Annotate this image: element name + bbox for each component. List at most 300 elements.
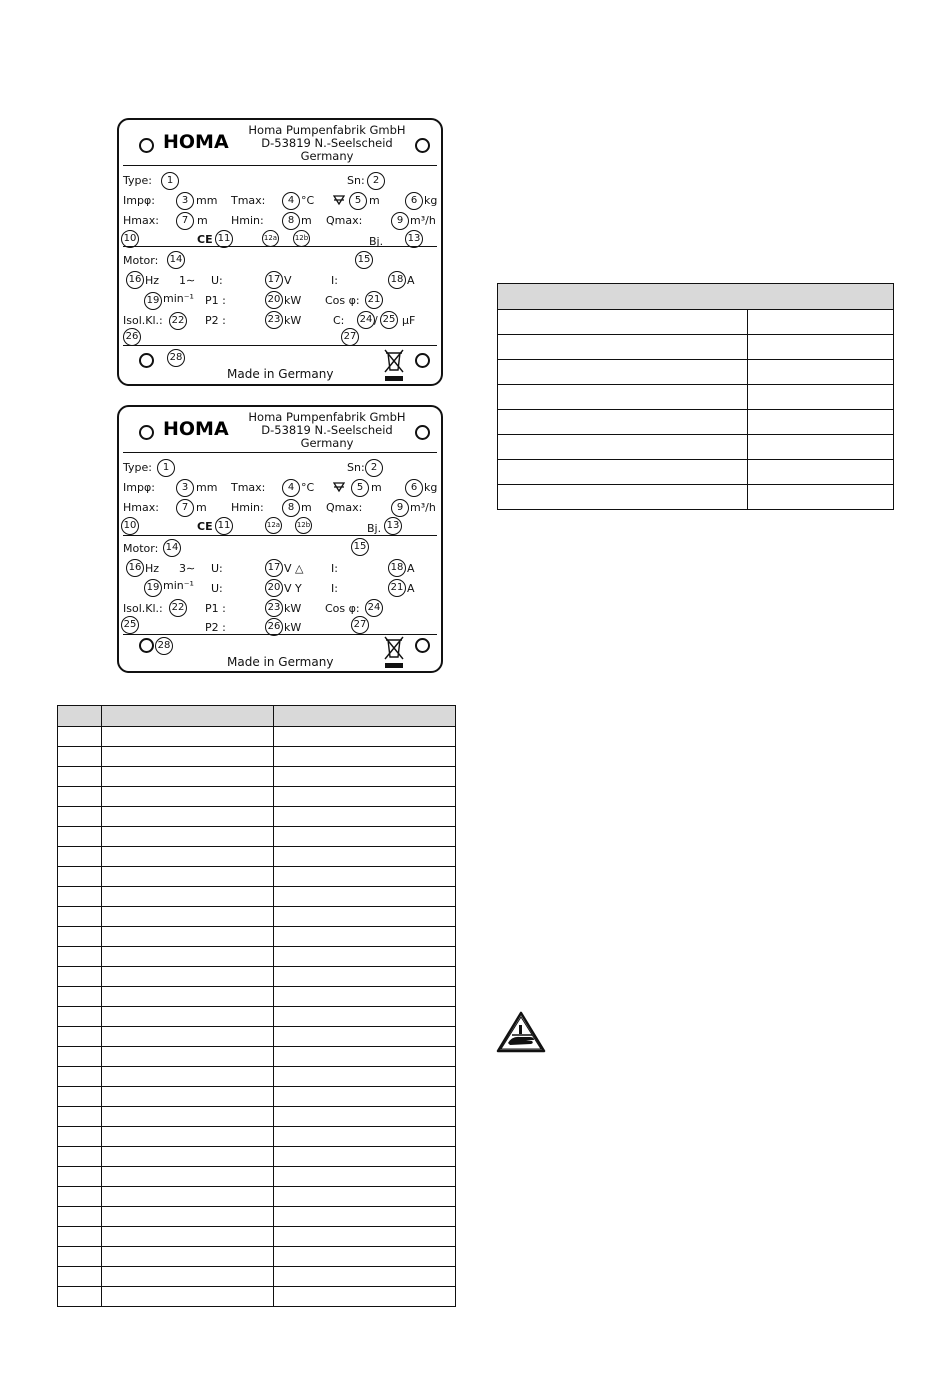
table-cell (274, 907, 456, 927)
callout-number: 21 (388, 579, 406, 597)
unit: min⁻¹ (163, 292, 194, 305)
table-row (58, 1227, 456, 1247)
table-cell (58, 1047, 102, 1067)
unit: mm (196, 481, 218, 494)
table-row (58, 1247, 456, 1267)
callout-number: 7 (176, 212, 194, 230)
table-cell (274, 1027, 456, 1047)
p1-label: P1 : (205, 602, 226, 615)
callout-number: 19 (144, 579, 162, 597)
table-cell (274, 827, 456, 847)
qmax-label: Qmax: (326, 214, 363, 227)
table-row (58, 907, 456, 927)
table-row (498, 385, 894, 410)
callout-number: 3 (176, 192, 194, 210)
callout-number: 4 (282, 479, 300, 497)
table-cell (102, 807, 274, 827)
motor-label: Motor: (123, 254, 159, 267)
table-row (58, 827, 456, 847)
unit: μF (402, 314, 416, 327)
homa-logo (163, 418, 235, 438)
unit: m³/h (410, 214, 436, 227)
table-cell (58, 1187, 102, 1207)
unit: min⁻¹ (163, 579, 194, 592)
mounting-hole (415, 138, 430, 153)
unit: m³/h (410, 501, 436, 514)
table-cell (274, 1167, 456, 1187)
maker-line: D-53819 N.-Seelscheid (261, 423, 393, 437)
table-cell (274, 807, 456, 827)
bj-label: Bj. (369, 235, 384, 248)
unit: A (407, 582, 415, 595)
table-cell (102, 1247, 274, 1267)
manufacturer-address (239, 124, 415, 163)
callout-number: 24 (357, 311, 375, 329)
callout-number: 2 (365, 459, 383, 477)
callout-number: 16 (126, 559, 144, 577)
u-label: U: (211, 562, 223, 575)
callout-number: 15 (355, 251, 373, 269)
callout-number: 17 (265, 271, 283, 289)
svg-text:HOMA: HOMA (163, 418, 229, 438)
table-cell (274, 1147, 456, 1167)
callout-number: 14 (167, 251, 185, 269)
type-label: Type: (123, 461, 152, 474)
table-cell (102, 1287, 274, 1307)
ce-mark: CE (197, 233, 213, 246)
table-cell (274, 847, 456, 867)
table-row (58, 847, 456, 867)
maker-line: Homa Pumpenfabrik GmbH (248, 410, 406, 424)
made-in-label: Made in Germany (227, 367, 334, 381)
callout-number: 26 (265, 618, 283, 636)
table-row (58, 1107, 456, 1127)
callout-number: 19 (144, 292, 162, 310)
table-cell (274, 727, 456, 747)
divider (123, 345, 437, 346)
callout-number: 27 (341, 328, 359, 346)
table-cell (498, 385, 748, 410)
maker-line: Germany (300, 149, 354, 163)
callout-number: 18 (388, 559, 406, 577)
table-cell (748, 410, 894, 435)
callout-number: 9 (391, 212, 409, 230)
table-cell (58, 747, 102, 767)
u-label: U: (211, 582, 223, 595)
unit: A (407, 274, 415, 287)
ce-mark: CE (197, 520, 213, 533)
table-cell (274, 987, 456, 1007)
table-cell (58, 867, 102, 887)
mounting-hole (139, 138, 154, 153)
divider (123, 452, 437, 453)
callout-number: 11 (215, 230, 233, 248)
table-cell (274, 1207, 456, 1227)
tmax-label: Tmax: (231, 194, 266, 207)
callout-number: 28 (155, 637, 173, 655)
table-cell (58, 887, 102, 907)
nameplate-single-phase (117, 118, 443, 386)
unit: m (196, 501, 207, 514)
unit: A (407, 562, 415, 575)
table-cell (274, 887, 456, 907)
maker-line: Homa Pumpenfabrik GmbH (248, 123, 406, 137)
callout-number: 12a (265, 517, 282, 534)
table-cell (274, 1127, 456, 1147)
callout-number: 22 (169, 599, 187, 617)
unit: m (197, 214, 208, 227)
delta-voltage-unit: V △ (284, 562, 304, 575)
table-cell (274, 1227, 456, 1247)
motor-label: Motor: (123, 542, 159, 555)
table-cell (102, 847, 274, 867)
cos-label: Cos φ: (325, 294, 360, 307)
table-cell (274, 1247, 456, 1267)
unit: kg (424, 481, 438, 494)
divider (123, 165, 437, 166)
table-row (58, 1087, 456, 1107)
table-cell (274, 767, 456, 787)
callout-number: 20 (265, 291, 283, 309)
manufacturer-address (239, 411, 415, 450)
table-cell (274, 1067, 456, 1087)
table-cell (498, 335, 748, 360)
imp-label: Impφ: (123, 481, 155, 494)
table-row (58, 1207, 456, 1227)
table-cell (102, 1207, 274, 1227)
type-label: Type: (123, 174, 152, 187)
table-row (58, 947, 456, 967)
table-cell (102, 1087, 274, 1107)
callout-number: 24 (365, 599, 383, 617)
unit: kg (424, 194, 438, 207)
unit: °C (301, 481, 315, 494)
callout-number: 18 (388, 271, 406, 289)
callout-number: 21 (365, 291, 383, 309)
table-cell (58, 807, 102, 827)
mounting-hole (415, 425, 430, 440)
table-row (58, 1287, 456, 1307)
callout-number: 23 (265, 311, 283, 329)
callout-number: 1 (157, 459, 175, 477)
callout-number: 17 (265, 559, 283, 577)
table-cell (58, 1007, 102, 1027)
table-cell (102, 827, 274, 847)
table-cell (274, 1047, 456, 1067)
table-row (58, 867, 456, 887)
callout-number: 7 (176, 499, 194, 517)
table-row (58, 727, 456, 747)
unit: kW (284, 621, 302, 634)
callout-number: 25 (380, 311, 398, 329)
unit: m (301, 501, 312, 514)
table-row (58, 987, 456, 1007)
table-cell (102, 1187, 274, 1207)
unit: kW (284, 602, 302, 615)
nameplate-three-phase (117, 405, 443, 673)
callout-number: 13 (384, 517, 402, 535)
callout-number: 12b (293, 230, 310, 247)
table-cell (102, 727, 274, 747)
isol-label: Isol.Kl.: (123, 602, 163, 615)
table-row (58, 767, 456, 787)
table-cell (58, 1107, 102, 1127)
callout-number: 28 (167, 349, 185, 367)
table-cell (274, 927, 456, 947)
weee-bin-icon (383, 348, 405, 382)
table-cell (102, 927, 274, 947)
p2-label: P2 : (205, 314, 226, 327)
maker-line: D-53819 N.-Seelscheid (261, 136, 393, 150)
table-row (58, 787, 456, 807)
mounting-hole (139, 425, 154, 440)
cos-label: Cos φ: (325, 602, 360, 615)
unit: m (369, 194, 380, 207)
table-cell (102, 1107, 274, 1127)
table-cell (748, 435, 894, 460)
callout-number: 1 (161, 172, 179, 190)
table-row (58, 967, 456, 987)
table-cell (274, 1287, 456, 1307)
divider (123, 246, 437, 247)
table-cell (102, 706, 274, 727)
star-voltage-unit: V Y (284, 582, 302, 595)
callout-number: 15 (351, 538, 369, 556)
table-cell (102, 947, 274, 967)
maker-line: Germany (300, 436, 354, 450)
table-cell (748, 485, 894, 510)
tmax-label: Tmax: (231, 481, 266, 494)
table-cell (58, 706, 102, 727)
mounting-hole (415, 353, 430, 368)
callout-number: 14 (163, 539, 181, 557)
table-row (58, 1047, 456, 1067)
callout-number: 6 (405, 479, 423, 497)
table-cell (58, 1227, 102, 1247)
table-cell (498, 284, 894, 310)
table-row (58, 1067, 456, 1087)
table-row (498, 485, 894, 510)
table-row (58, 1267, 456, 1287)
table-cell (274, 1007, 456, 1027)
table-cell (58, 767, 102, 787)
table-cell (58, 847, 102, 867)
water-level-icon (333, 194, 345, 206)
table-row (498, 360, 894, 385)
table-cell (274, 1107, 456, 1127)
table-cell (274, 1087, 456, 1107)
divider (123, 535, 437, 536)
table-cell (58, 1147, 102, 1167)
table-cell (274, 1267, 456, 1287)
table-cell (102, 1267, 274, 1287)
table-row (58, 1027, 456, 1047)
table-cell (498, 360, 748, 385)
callout-number: 25 (121, 616, 139, 634)
callout-number: 27 (351, 616, 369, 634)
table-cell (102, 987, 274, 1007)
callout-number: 10 (121, 517, 139, 535)
phase-label: 1∼ (179, 274, 196, 287)
isol-label: Isol.Kl.: (123, 314, 163, 327)
table-row (498, 460, 894, 485)
unit: °C (301, 194, 315, 207)
table-cell (58, 1087, 102, 1107)
table-cell (102, 1127, 274, 1147)
table-cell (58, 907, 102, 927)
hmin-label: Hmin: (231, 501, 264, 514)
table-row (58, 1187, 456, 1207)
homa-logo (163, 131, 235, 151)
callout-number: 5 (349, 192, 367, 210)
separator: / (374, 314, 378, 327)
table-cell (102, 907, 274, 927)
table-cell (748, 385, 894, 410)
table-cell (102, 767, 274, 787)
table-cell (58, 947, 102, 967)
table-row (58, 1007, 456, 1027)
table-cell (58, 987, 102, 1007)
made-in-label: Made in Germany (227, 655, 334, 669)
mounting-hole (139, 353, 154, 368)
hand-crush-warning-icon (496, 1011, 546, 1053)
unit: Hz (145, 274, 160, 287)
table-cell (102, 1047, 274, 1067)
table-row (498, 310, 894, 335)
hmax-label: Hmax: (123, 214, 159, 227)
spec-table (497, 283, 894, 510)
table-cell (102, 1227, 274, 1247)
legend-table (57, 705, 456, 1307)
callout-number: 8 (282, 499, 300, 517)
table-cell (498, 485, 748, 510)
callout-number: 10 (121, 230, 139, 248)
table-cell (274, 867, 456, 887)
unit: m (301, 214, 312, 227)
callout-number: 8 (282, 212, 300, 230)
table-cell (58, 967, 102, 987)
water-level-icon (333, 481, 345, 493)
table-row (498, 435, 894, 460)
table-cell (748, 460, 894, 485)
phase-label: 3∼ (179, 562, 196, 575)
mounting-hole (139, 638, 154, 653)
i-label: I: (331, 562, 338, 575)
callout-number: 2 (367, 172, 385, 190)
unit: V (284, 274, 292, 287)
table-cell (498, 310, 748, 335)
table-cell (274, 947, 456, 967)
table-cell (274, 747, 456, 767)
table-cell (58, 1207, 102, 1227)
bj-label: Bj. (367, 522, 382, 535)
table-row (58, 1167, 456, 1187)
callout-number: 11 (215, 517, 233, 535)
callout-number: 22 (169, 312, 187, 330)
qmax-label: Qmax: (326, 501, 363, 514)
callout-number: 20 (265, 579, 283, 597)
table-cell (498, 460, 748, 485)
table-cell (102, 967, 274, 987)
table-row (498, 335, 894, 360)
table-cell (102, 747, 274, 767)
mounting-hole (415, 638, 430, 653)
p2-label: P2 : (205, 621, 226, 634)
table-row (58, 747, 456, 767)
svg-text:HOMA: HOMA (163, 131, 229, 151)
table-cell (58, 1287, 102, 1307)
u-label: U: (211, 274, 223, 287)
table-cell (102, 787, 274, 807)
i-label: I: (331, 582, 338, 595)
table-cell (274, 787, 456, 807)
callout-number: 12b (295, 517, 312, 534)
table-cell (58, 1067, 102, 1087)
callout-number: 16 (126, 271, 144, 289)
callout-number: 4 (282, 192, 300, 210)
table-row (58, 1127, 456, 1147)
table-cell (58, 727, 102, 747)
table-row (58, 1147, 456, 1167)
unit: kW (284, 294, 302, 307)
unit: mm (196, 194, 218, 207)
table-cell (102, 1147, 274, 1167)
p1-label: P1 : (205, 294, 226, 307)
table-cell (58, 1267, 102, 1287)
callout-number: 6 (405, 192, 423, 210)
sn-label: Sn: (347, 461, 365, 474)
callout-number: 13 (405, 230, 423, 248)
table-cell (58, 927, 102, 947)
weee-bin-icon (383, 635, 405, 669)
i-label: I: (331, 274, 338, 287)
callout-number: 26 (123, 328, 141, 346)
table-cell (58, 827, 102, 847)
unit: m (371, 481, 382, 494)
callout-number: 12a (262, 230, 279, 247)
table-row (58, 807, 456, 827)
table-cell (102, 1007, 274, 1027)
table-cell (58, 1127, 102, 1147)
table-row (498, 410, 894, 435)
table-cell (498, 435, 748, 460)
callout-number: 3 (176, 479, 194, 497)
table-cell (274, 706, 456, 727)
table-cell (498, 410, 748, 435)
imp-label: Impφ: (123, 194, 155, 207)
table-cell (58, 1027, 102, 1047)
c-label: C: (333, 314, 345, 327)
table-row (58, 887, 456, 907)
table-header-row (498, 284, 894, 310)
hmax-label: Hmax: (123, 501, 159, 514)
table-cell (58, 787, 102, 807)
table-cell (748, 360, 894, 385)
hmin-label: Hmin: (231, 214, 264, 227)
table-cell (58, 1247, 102, 1267)
unit: kW (284, 314, 302, 327)
table-row (58, 927, 456, 947)
unit: Hz (145, 562, 160, 575)
callout-number: 5 (351, 479, 369, 497)
table-header-row (58, 706, 456, 727)
callout-number: 23 (265, 599, 283, 617)
table-cell (102, 867, 274, 887)
table-cell (274, 1187, 456, 1207)
table-cell (102, 1067, 274, 1087)
table-cell (274, 967, 456, 987)
table-cell (102, 887, 274, 907)
